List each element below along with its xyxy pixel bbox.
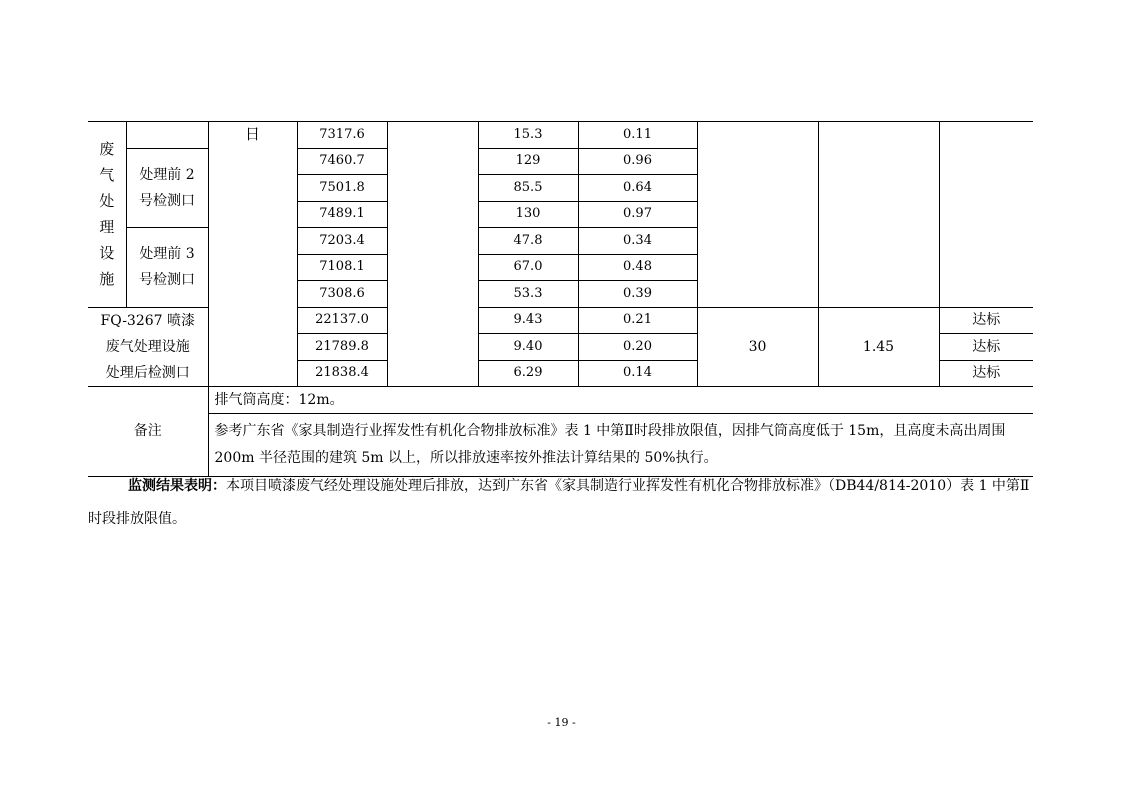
result-cell: 达标 (939, 334, 1033, 361)
conc-cell: 47.8 (478, 228, 578, 255)
conc-cell: 130 (478, 201, 578, 228)
remark-line-1: 排气筒高度：12m。 (208, 387, 1033, 414)
flow-cell: 22137.0 (297, 307, 387, 334)
flow-cell: 7489.1 (297, 201, 387, 228)
rate-cell: 0.21 (578, 307, 697, 334)
conc-cell: 9.40 (478, 334, 578, 361)
empty-column-cell (387, 122, 478, 387)
rate-cell: 0.97 (578, 201, 697, 228)
limit-rate-cell-empty (818, 122, 939, 308)
day-cell: 日 (208, 122, 297, 387)
rate-cell: 0.96 (578, 148, 697, 175)
rate-cell: 0.48 (578, 254, 697, 281)
point3-label: 处理前 3 号检测口 (126, 228, 208, 308)
limit-rate-cell: 1.45 (818, 307, 939, 387)
result-cell: 达标 (939, 307, 1033, 334)
conc-cell: 53.3 (478, 281, 578, 308)
rate-cell: 0.34 (578, 228, 697, 255)
monitoring-table (88, 121, 1033, 477)
conc-cell: 15.3 (478, 122, 578, 149)
section-label-cell: 废 气 处 理 设 施 (88, 122, 126, 308)
limit-conc-cell: 30 (697, 307, 818, 387)
conc-cell: 85.5 (478, 175, 578, 202)
conclusion-text: 本项目喷漆废气经处理设施处理后排放，达到广东省《家具制造行业挥发性有机化合物排放标准》（DB44/814-2010）表 1 中第Ⅱ时段排放限值。 (88, 478, 1030, 527)
flow-cell: 7501.8 (297, 175, 387, 202)
page-number: - 19 - (547, 716, 576, 729)
flow-cell: 7308.6 (297, 281, 387, 308)
rate-cell: 0.14 (578, 360, 697, 387)
rate-cell: 0.11 (578, 122, 697, 149)
conc-cell: 6.29 (478, 360, 578, 387)
point2-label: 处理前 2 号检测口 (126, 148, 208, 228)
conclusion-label: 监测结果表明： (128, 478, 226, 494)
flow-cell: 7108.1 (297, 254, 387, 281)
flow-cell: 7317.6 (297, 122, 387, 149)
point-cell-empty (126, 122, 208, 149)
flow-cell: 21838.4 (297, 360, 387, 387)
remark-line-2: 参考广东省《家具制造行业挥发性有机化合物排放标准》表 1 中第Ⅱ时段排放限值，因排气筒高度低于 15m，且高度未高出周围 200m 半径范围的建筑 5m 以上，所以排放速率按外推法计算结果的 50%执行。 (208, 413, 1033, 476)
conclusion-paragraph (88, 470, 1032, 536)
result-cell-empty (939, 122, 1033, 308)
outlet-label: FQ-3267 喷漆 废气处理设施 处理后检测口 (88, 307, 208, 387)
conc-cell: 9.43 (478, 307, 578, 334)
rate-cell: 0.64 (578, 175, 697, 202)
remark-label: 备注 (88, 387, 208, 477)
result-cell: 达标 (939, 360, 1033, 387)
conc-cell: 129 (478, 148, 578, 175)
rate-cell: 0.20 (578, 334, 697, 361)
flow-cell: 21789.8 (297, 334, 387, 361)
limit-conc-cell-empty (697, 122, 818, 308)
flow-cell: 7203.4 (297, 228, 387, 255)
flow-cell: 7460.7 (297, 148, 387, 175)
rate-cell: 0.39 (578, 281, 697, 308)
conc-cell: 67.0 (478, 254, 578, 281)
